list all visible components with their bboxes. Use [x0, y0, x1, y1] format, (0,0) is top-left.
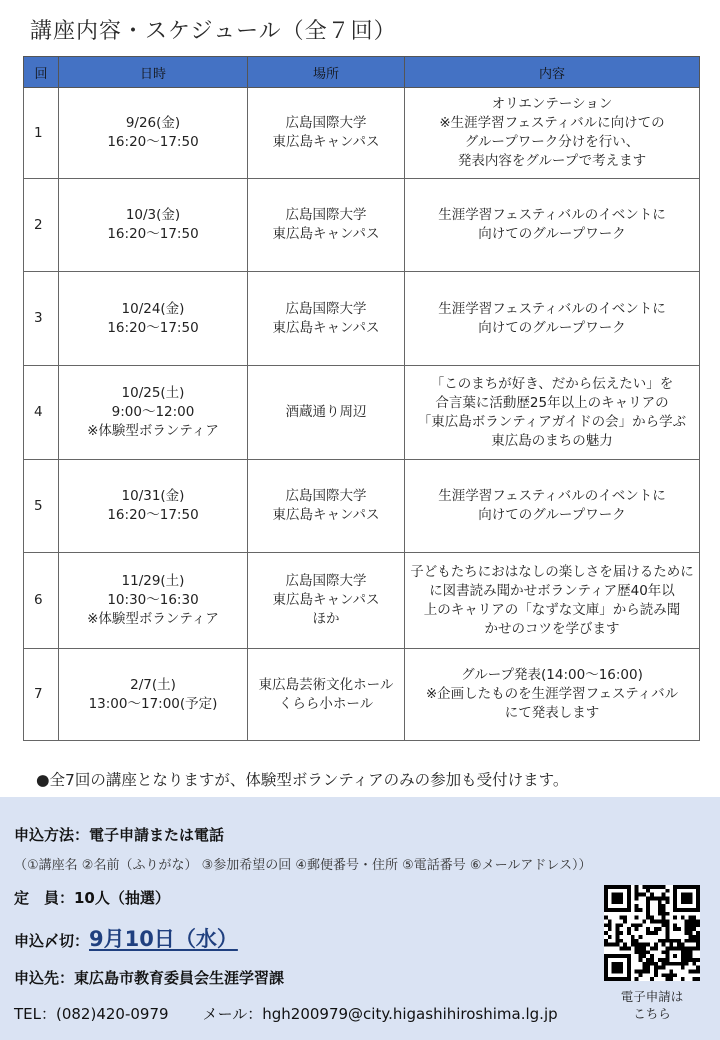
- datetime-cell-line: 16:20～17:50: [107, 226, 199, 242]
- place-cell: [248, 649, 405, 741]
- content-cell-line: 生涯学習フェスティバルのイベントに: [438, 488, 666, 504]
- content-cell-line: グループ発表(14:00～16:00): [461, 667, 643, 683]
- content-cell: [405, 366, 700, 460]
- place-cell-line: 東広島キャンパス: [272, 507, 380, 523]
- datetime-cell-line: 10/3(金): [125, 207, 181, 223]
- header-datetime: 日時: [59, 57, 248, 88]
- place-cell-line: 広島国際大学: [285, 300, 367, 317]
- datetime-cell-line: 16:20～17:50: [107, 134, 199, 150]
- place-cell-line: 東広島キャンパス: [272, 319, 380, 336]
- deadline: [14, 923, 238, 953]
- datetime-cell: [59, 649, 248, 741]
- capacity: 定 員：10人（抽選）: [14, 889, 170, 907]
- content-cell-line: ※生涯学習フェスティバルに向けての: [439, 115, 665, 131]
- content-cell-line: ※企画したものを生涯学習フェスティバル: [425, 686, 679, 702]
- place-cell: [248, 179, 405, 272]
- content-cell-line: 東広島のまちの魅力: [491, 432, 613, 449]
- place-cell-line: 広島国際大学: [285, 207, 367, 223]
- datetime-cell: [59, 460, 248, 553]
- place-cell: [248, 272, 405, 366]
- application-method: 申込方法：電子申請または電話: [14, 826, 225, 844]
- schedule-table: [23, 56, 700, 741]
- content-cell-line: 生涯学習フェスティバルのイベントに: [438, 300, 666, 317]
- datetime-cell: [59, 272, 248, 366]
- place-cell-line: 広島国際大学: [285, 573, 367, 589]
- place-cell-line: 広島国際大学: [285, 488, 367, 504]
- content-cell-line: 「東広島ボランティアガイドの会」から学ぶ: [417, 413, 687, 430]
- content-cell: [405, 88, 700, 179]
- datetime-cell-line: ※体験型ボランティア: [87, 423, 219, 439]
- table-row: [24, 272, 700, 366]
- qr-caption-line: 電子申請は: [620, 989, 684, 1004]
- qr-code-icon[interactable]: [604, 885, 700, 981]
- application-info: [0, 797, 720, 1040]
- table-row: [24, 366, 700, 460]
- datetime-cell-line: 13:00～17:00(予定): [88, 695, 218, 712]
- content-cell-line: 子どもたちにおはなしの楽しさを届けるために: [410, 563, 694, 580]
- content-cell: [405, 460, 700, 553]
- header-place: 場所: [248, 57, 405, 88]
- page-title: 講座内容・スケジュール（全７回）: [30, 19, 397, 44]
- header-content: 内容: [405, 57, 700, 88]
- datetime-cell-line: 10/24(金): [121, 300, 185, 317]
- content-cell-line: 向けてのグループワーク: [478, 507, 626, 523]
- round-cell: 4: [24, 366, 59, 460]
- round-cell: 2: [24, 179, 59, 272]
- round-cell: 6: [24, 553, 59, 649]
- qr-caption: [604, 988, 700, 1022]
- table-header-row: [24, 57, 700, 88]
- round-cell: 3: [24, 272, 59, 366]
- content-cell-line: 「このまちが好き、だから伝えたい」を: [430, 375, 674, 392]
- contact-info: [14, 1003, 558, 1024]
- datetime-cell: [59, 179, 248, 272]
- content-cell: [405, 179, 700, 272]
- datetime-cell-line: 9/26(金): [125, 115, 181, 131]
- round-cell: 1: [24, 88, 59, 179]
- content-cell-line: 生涯学習フェスティバルのイベントに: [438, 207, 666, 223]
- required-items: （①講座名 ②名前（ふりがな） ③参加希望の回 ④郵便番号・住所 ⑤電話番号 ⑥メールアドレス））: [14, 858, 592, 873]
- datetime-cell-line: 2/7(土): [130, 676, 176, 693]
- header-round: 回: [24, 57, 59, 88]
- content-cell-line: 発表内容をグループで考えます: [457, 153, 647, 169]
- datetime-cell-line: 10:30～16:30: [107, 592, 199, 608]
- content-cell-line: オリエンテーション: [491, 96, 613, 112]
- content-cell-line: にて発表します: [504, 705, 600, 721]
- place-cell-line: 広島国際大学: [285, 115, 367, 131]
- datetime-cell: [59, 366, 248, 460]
- place-cell: [248, 553, 405, 649]
- datetime-cell-line: 9:00～12:00: [111, 404, 195, 420]
- content-cell-line: 合言葉に活動歴25年以上のキャリアの: [435, 394, 669, 411]
- place-cell-line: 東広島キャンパス: [272, 592, 380, 608]
- content-cell: [405, 553, 700, 649]
- datetime-cell-line: 10/25(土): [121, 385, 185, 401]
- content-cell-line: 向けてのグループワーク: [478, 226, 626, 242]
- place-cell: [248, 88, 405, 179]
- place-cell-line: 酒蔵通り周辺: [285, 404, 367, 420]
- datetime-cell: [59, 88, 248, 179]
- deadline-date: 9月10日（水）: [89, 927, 238, 951]
- content-cell-line: 上のキャリアの「なずな文庫」から読み聞: [423, 601, 681, 618]
- datetime-cell: [59, 553, 248, 649]
- table-row: [24, 553, 700, 649]
- table-row: [24, 460, 700, 553]
- content-cell-line: かせのコツを学びます: [484, 620, 620, 637]
- place-cell-line: くらら小ホール: [278, 695, 374, 712]
- table-row: [24, 88, 700, 179]
- content-cell-line: 向けてのグループワーク: [478, 319, 626, 336]
- place-cell-line: 東広島キャンパス: [272, 134, 380, 150]
- place-cell: [248, 366, 405, 460]
- place-cell-line: 東広島芸術文化ホール: [258, 676, 394, 693]
- datetime-cell-line: 10/31(金): [121, 488, 185, 504]
- application-destination: 申込先：東広島市教育委員会生涯学習課: [14, 969, 285, 987]
- tel-number: TEL：(082)420-0979: [14, 1005, 169, 1023]
- table-row: [24, 179, 700, 272]
- datetime-cell-line: 11/29(土): [121, 573, 185, 589]
- email-address[interactable]: メール：hgh200979@city.higashihiroshima.lg.jp: [202, 1005, 558, 1023]
- round-cell: 5: [24, 460, 59, 553]
- content-cell: [405, 649, 700, 741]
- round-cell: 7: [24, 649, 59, 741]
- content-cell: [405, 272, 700, 366]
- datetime-cell-line: 16:20～17:50: [107, 507, 199, 523]
- table-row: [24, 649, 700, 741]
- qr-caption-line: こちら: [633, 1006, 671, 1021]
- datetime-cell-line: ※体験型ボランティア: [87, 611, 219, 627]
- participation-note: ●全7回の講座となりますが、体験型ボランティアのみの参加も受付けます。: [36, 771, 569, 789]
- datetime-cell-line: 16:20～17:50: [107, 319, 199, 336]
- place-cell-line: 東広島キャンパス: [272, 226, 380, 242]
- deadline-label: 申込〆切：: [14, 932, 90, 950]
- content-cell-line: に図書読み聞かせボランティア歴40年以: [429, 582, 675, 599]
- content-cell-line: グループワーク分けを行い、: [464, 134, 640, 150]
- place-cell-line: ほか: [312, 611, 340, 627]
- place-cell: [248, 460, 405, 553]
